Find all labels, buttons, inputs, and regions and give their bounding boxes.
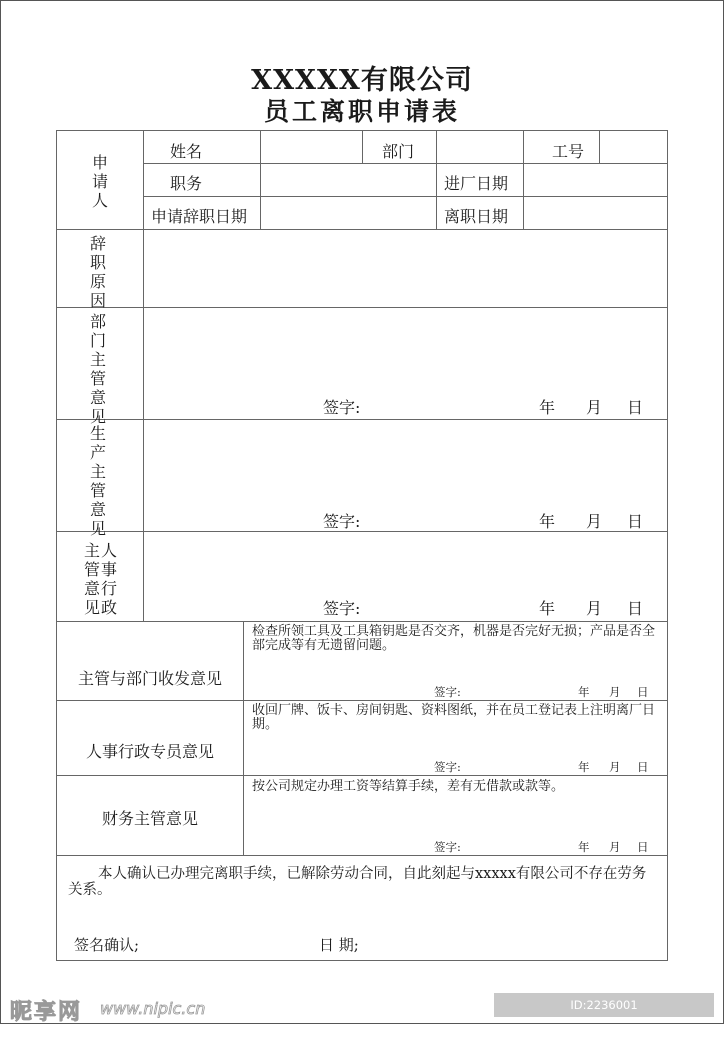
col-divider	[362, 130, 363, 163]
watermark-logo: 昵享网	[10, 1000, 83, 1025]
label-char: 原	[89, 272, 106, 291]
apply-date-field[interactable]	[261, 197, 435, 229]
month-label: 月	[586, 512, 603, 531]
day-label: 日	[637, 685, 649, 699]
label-char: 辞	[89, 234, 106, 253]
leave-date-label: 离职日期	[444, 207, 509, 226]
label-char: 生	[89, 424, 106, 443]
date-field[interactable]	[380, 930, 530, 952]
label-char: 主	[83, 541, 100, 560]
label-char: 部	[89, 312, 106, 331]
label-char: 见	[83, 598, 100, 617]
month-label: 月	[586, 599, 603, 618]
day-label: 日	[627, 599, 644, 618]
label-char: 见	[89, 407, 106, 426]
name-label: 姓名	[170, 142, 203, 161]
label-char: 人	[91, 191, 108, 210]
approval-label-finance: 财务主管意见	[101, 809, 198, 828]
entry-date-label: 进厂日期	[444, 174, 509, 193]
employee-no-field[interactable]	[600, 131, 666, 163]
leave-date-field[interactable]	[524, 197, 666, 229]
table-border-bottom	[56, 960, 668, 961]
label-char: 见	[89, 519, 106, 538]
sign-label: 签字:	[323, 599, 361, 618]
label-char: 意	[89, 388, 106, 407]
label-char: 主	[89, 462, 106, 481]
year-label: 年	[539, 599, 556, 618]
label-char: 职	[89, 253, 106, 272]
form-title: 员工离职申请表	[263, 97, 460, 126]
sign-label: 签字:	[434, 685, 461, 699]
watermark-id: ID:2236001 NO:20221212180118892104	[494, 993, 714, 1017]
row-divider	[56, 775, 668, 776]
signature-label: 签名确认;	[74, 936, 140, 954]
day-label: 日	[637, 760, 649, 774]
label-char: 人	[100, 541, 117, 560]
label-char: 行	[100, 579, 117, 598]
month-label: 月	[609, 760, 621, 774]
label-char: 意	[83, 579, 100, 598]
year-label: 年	[578, 840, 590, 854]
label-char: 主	[89, 350, 106, 369]
year-label: 年	[539, 512, 556, 531]
reason-field[interactable]	[144, 230, 666, 306]
sign-label: 签字:	[323, 398, 361, 417]
sign-label: 签字:	[323, 512, 361, 531]
label-char: 门	[89, 331, 106, 350]
day-label: 日	[627, 512, 644, 531]
year-label: 年	[578, 685, 590, 699]
applicant-section-label	[90, 153, 110, 210]
row-divider	[56, 700, 668, 701]
approval-text-hr: 收回厂牌、饭卡、房间钥匙、资料图纸，并在员工登记表上注明离厂日期。	[252, 703, 656, 732]
approval-text-dept: 检查所领工具及工具箱钥匙是否交齐，机器是否完好无损；产品是否全部完成等有无遗留问题。	[252, 624, 656, 653]
confirmation-text: 本人确认已办理完离职手续，已解除劳动合同，自此刻起与xxxxx有限公司不存在劳务关系。	[68, 866, 647, 898]
watermark-url: www.nipic.cn	[100, 999, 206, 1018]
signature-field[interactable]	[174, 930, 294, 952]
department-label: 部门	[382, 142, 415, 161]
reason-label	[88, 234, 108, 310]
date-label: 日 期;	[319, 936, 359, 954]
hr-manager-label-col2	[99, 541, 119, 617]
row-divider	[56, 855, 668, 856]
label-char: 事	[100, 560, 117, 579]
sign-label: 签字:	[434, 760, 461, 774]
col-divider	[243, 621, 244, 855]
position-field[interactable]	[261, 164, 435, 196]
table-border-right	[667, 130, 668, 961]
dept-manager-label	[88, 312, 108, 426]
label-char: 政	[100, 598, 117, 617]
label-char: 管	[89, 481, 106, 500]
approval-text-finance: 按公司规定办理工资等结算手续，差有无借款或款等。	[252, 779, 565, 794]
entry-date-field[interactable]	[524, 164, 666, 196]
approval-label-hr: 人事行政专员意见	[85, 742, 214, 761]
label-char: 请	[91, 172, 108, 191]
year-label: 年	[578, 760, 590, 774]
row-divider	[56, 621, 668, 622]
label-char: 管	[89, 369, 106, 388]
day-label: 日	[627, 398, 644, 417]
month-label: 月	[609, 685, 621, 699]
sign-label: 签字:	[434, 840, 461, 854]
position-label: 职务	[170, 174, 203, 193]
label-char: 因	[89, 291, 106, 310]
label-char: 申	[91, 153, 108, 172]
month-label: 月	[586, 398, 603, 417]
apply-date-label: 申请辞职日期	[151, 207, 248, 226]
company-title: XXXXX有限公司	[251, 65, 473, 96]
month-label: 月	[609, 840, 621, 854]
label-char: 管	[83, 560, 100, 579]
label-char: 产	[89, 443, 106, 462]
table-border-left	[56, 130, 57, 961]
employee-no-label: 工号	[552, 142, 585, 161]
label-char: 意	[89, 500, 106, 519]
day-label: 日	[637, 840, 649, 854]
approval-label-dept: 主管与部门收发意见	[77, 669, 222, 688]
prod-manager-label	[88, 424, 108, 538]
year-label: 年	[539, 398, 556, 417]
name-field[interactable]	[261, 131, 361, 163]
